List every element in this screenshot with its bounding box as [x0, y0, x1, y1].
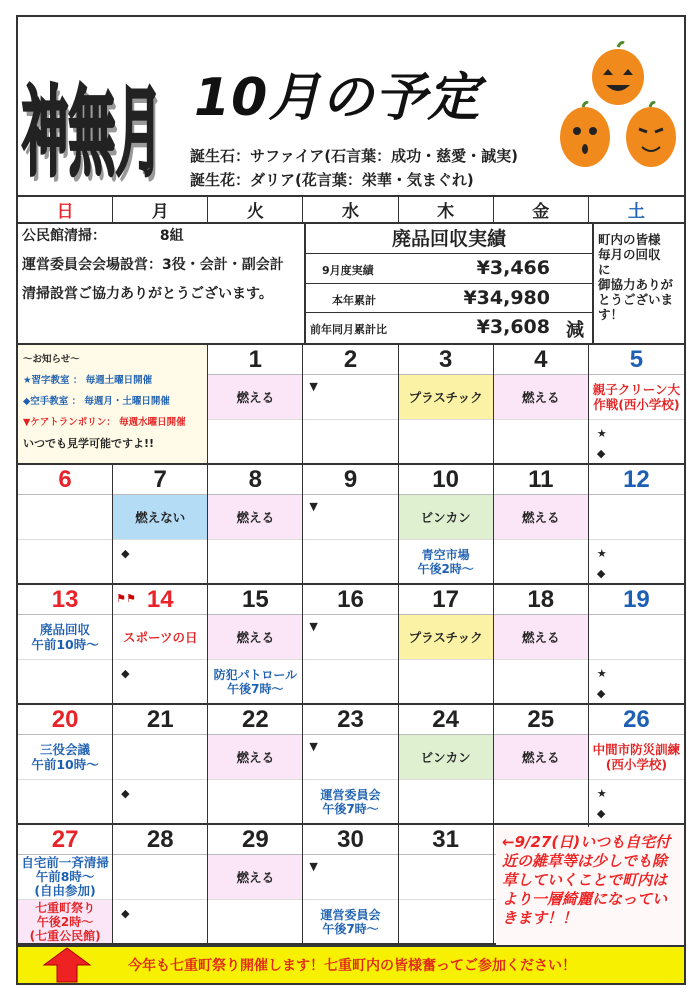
weekday-tue: 火 — [208, 197, 303, 222]
garbage-collection-label: 燃えない — [135, 509, 186, 525]
day-cell — [113, 585, 208, 703]
garbage-collection-label: 燃える — [236, 749, 275, 765]
weekday-header — [18, 195, 684, 224]
garbage-collection-label: 燃える — [236, 509, 275, 525]
event-slot — [399, 855, 493, 900]
lower-slot — [589, 540, 684, 583]
day-cell — [208, 705, 303, 823]
trampoline-marker-icon: ▼ — [309, 380, 318, 393]
lower-slot — [399, 540, 493, 583]
day-number: 5 — [589, 345, 684, 375]
trampoline-marker-icon: ▼ — [309, 860, 318, 873]
lower-slot — [208, 420, 302, 463]
day-cell — [208, 345, 303, 463]
row-value: ¥34,980 — [463, 286, 550, 309]
day-cell — [399, 825, 494, 943]
lower-slot — [494, 540, 588, 583]
garbage-collection-label: 燃える — [236, 869, 275, 885]
day-cell — [113, 705, 208, 823]
trampoline-marker-icon: ▼ — [309, 740, 318, 753]
day-cell — [589, 465, 684, 583]
day-number: 21 — [113, 705, 207, 735]
row-suffix: 減 — [566, 320, 584, 341]
day-cell — [399, 345, 494, 463]
event-slot — [303, 855, 397, 900]
class-marker-icons: ★ ◆ — [596, 667, 607, 700]
event-slot — [589, 735, 684, 780]
event-label: 廃品回収 午前10時～ — [31, 622, 99, 652]
day-number: 30 — [303, 825, 397, 855]
lower-slot — [303, 540, 397, 583]
event-label: 運営委員会 午後7時～ — [320, 787, 381, 816]
garbage-collection-label: ビンカン — [420, 749, 471, 765]
lower-slot — [589, 780, 684, 823]
duty-notes — [18, 224, 306, 343]
day-number: 14 — [113, 585, 207, 615]
event-slot — [303, 735, 397, 780]
header — [18, 17, 684, 195]
arrow-up-icon — [42, 947, 92, 983]
day-number: 9 — [303, 465, 397, 495]
event-slot — [589, 375, 684, 420]
day-cell — [303, 345, 398, 463]
recycle-row — [306, 284, 592, 314]
day-cell — [494, 705, 589, 823]
notice-box — [18, 345, 208, 463]
lower-slot — [18, 780, 112, 823]
holiday-flags-icon: ⚑⚑ — [116, 592, 136, 605]
lower-slot — [399, 900, 493, 943]
lower-slot — [303, 420, 397, 463]
thanks-note: 町内の皆様 毎月の回収 に 御協力ありが とうございま す！ — [598, 232, 674, 322]
birthstone-text: 誕生石：サファイア(石言葉：成功・慈愛・誠実) — [190, 147, 518, 165]
garbage-collection-label: 燃える — [522, 389, 560, 405]
event-slot — [399, 735, 493, 780]
class-marker-icons: ★ ◆ — [596, 427, 607, 460]
day-number: 2 — [303, 345, 397, 375]
event-slot — [494, 735, 588, 780]
day-cell — [494, 345, 589, 463]
garbage-collection-label: 燃える — [236, 629, 275, 645]
day-number: 20 — [18, 705, 112, 735]
class-marker-icons: ★ ◆ — [596, 787, 607, 820]
day-number: 16 — [303, 585, 397, 615]
week-row — [18, 465, 684, 585]
event-label: スポーツの日 — [122, 629, 198, 645]
duty-thanks: 清掃設営ご協力ありがとうございます。 — [22, 286, 273, 302]
day-cell — [303, 825, 398, 943]
day-cell — [113, 465, 208, 583]
event-slot — [589, 495, 684, 540]
row-value: ¥3,466 — [476, 257, 550, 279]
day-number: 26 — [589, 705, 684, 735]
day-cell — [18, 705, 113, 823]
calendar-sheet — [16, 15, 686, 985]
class-marker-icons: ★ ◆ — [596, 547, 607, 580]
event-slot — [208, 615, 302, 660]
lower-slot — [303, 780, 397, 823]
day-number: 22 — [208, 705, 302, 735]
event-slot — [303, 615, 397, 660]
weekday-fri: 金 — [494, 197, 589, 222]
day-number: 3 — [399, 345, 493, 375]
garbage-collection-label: ビンカン — [420, 509, 471, 525]
row-label: 本年累計 — [332, 293, 376, 307]
week-row — [18, 705, 684, 825]
day-number: 25 — [494, 705, 588, 735]
row-value: ¥3,608 — [476, 316, 550, 338]
garbage-collection-label: 燃える — [522, 629, 560, 645]
day-number: 8 — [208, 465, 302, 495]
day-number: 31 — [399, 825, 493, 855]
class-marker-icons: ◆ — [121, 787, 130, 800]
day-cell — [208, 825, 303, 943]
day-cell — [399, 585, 494, 703]
day-number: 29 — [208, 825, 302, 855]
event-slot — [208, 375, 302, 420]
event-slot — [494, 495, 588, 540]
event-slot — [113, 615, 207, 660]
lower-slot — [494, 660, 588, 703]
event-slot — [208, 735, 302, 780]
day-cell — [589, 705, 684, 823]
lower-slot — [208, 540, 302, 583]
day-number: 7 — [113, 465, 207, 495]
garbage-collection-label: プラスチック — [408, 629, 483, 645]
garbage-collection-label: 燃える — [522, 749, 560, 765]
day-cell — [18, 585, 113, 703]
pumpkin-icon — [592, 43, 644, 106]
pumpkin-icon — [626, 103, 676, 168]
trampoline-marker-icon: ▼ — [309, 500, 318, 513]
lower-slot — [18, 900, 112, 943]
lower-slot — [208, 780, 302, 823]
calendar-grid — [18, 345, 684, 945]
notice-item: ▼ケアトランポリン： 毎週水曜日開催 — [23, 417, 186, 428]
class-marker-icons: ◆ — [121, 547, 130, 560]
info-section — [18, 224, 684, 345]
event-label: 運営委員会 午後7時～ — [320, 907, 381, 936]
event-slot — [208, 855, 302, 900]
pumpkin-icon — [560, 103, 610, 168]
event-slot — [18, 495, 112, 540]
day-number: 19 — [589, 585, 684, 615]
day-cell — [208, 465, 303, 583]
day-number: 18 — [494, 585, 588, 615]
row-label: 前年同月累計比 — [310, 323, 387, 336]
day-cell — [399, 465, 494, 583]
event-label: 親子クリーン大作戦(西小学校) — [592, 382, 681, 412]
lower-slot — [113, 660, 207, 703]
lower-slot — [303, 660, 397, 703]
day-cell — [303, 705, 398, 823]
event-slot — [208, 495, 302, 540]
event-slot — [18, 855, 112, 900]
day-cell — [208, 585, 303, 703]
lower-slot — [399, 420, 493, 463]
footer-banner — [18, 945, 684, 983]
lower-slot — [208, 900, 302, 943]
recycle-title: 廃品回収実績 — [306, 224, 592, 254]
day-number: 24 — [399, 705, 493, 735]
recycle-row — [306, 313, 592, 343]
event-label: 防犯パトロール 午後7時～ — [213, 667, 298, 696]
day-number: 13 — [18, 585, 112, 615]
notice-item: ★習字教室 ： 毎週土曜日開催 — [23, 375, 153, 386]
event-label: 青空市場 午後2時～ — [417, 547, 474, 576]
event-slot — [494, 615, 588, 660]
week-row — [18, 585, 684, 705]
event-slot — [18, 615, 112, 660]
event-slot — [113, 495, 207, 540]
class-marker-icons: ◆ — [121, 667, 130, 680]
event-slot — [303, 495, 397, 540]
weekday-sun: 日 — [18, 197, 113, 222]
day-cell — [303, 465, 398, 583]
day-number: 28 — [113, 825, 207, 855]
weekday-wed: 水 — [303, 197, 398, 222]
day-number: 27 — [18, 825, 112, 855]
lower-slot — [303, 900, 397, 943]
lower-slot — [589, 660, 684, 703]
event-slot — [303, 375, 397, 420]
month-name-kanji: 神無月 — [22, 75, 163, 190]
day-cell — [18, 465, 113, 583]
duty-cleaning: 公民館清掃： 8組 — [22, 228, 184, 244]
garbage-collection-label: 燃える — [522, 509, 560, 525]
footer-text: 今年も七重町祭り開催します！七重町内の皆様奮ってご参加ください！ — [128, 958, 576, 974]
trampoline-marker-icon: ▼ — [309, 620, 318, 633]
day-cell — [18, 825, 113, 943]
day-number: 12 — [589, 465, 684, 495]
day-number: 6 — [18, 465, 112, 495]
day-cell — [589, 345, 684, 463]
lower-slot — [18, 540, 112, 583]
event-slot — [399, 495, 493, 540]
notice-title: ～お知らせ～ — [23, 354, 80, 365]
lower-slot — [494, 420, 588, 463]
day-cell — [494, 465, 589, 583]
duty-setup: 運営委員会会場設営：3役・会計・副会計 — [22, 257, 284, 273]
event-label: 中間市防災訓練(西小学校) — [592, 742, 681, 772]
day-cell — [303, 585, 398, 703]
day-number: 1 — [208, 345, 302, 375]
weekday-sat: 土 — [627, 202, 645, 222]
birthflower-text: 誕生花：ダリア(花言葉：栄華・気まぐれ) — [190, 171, 474, 189]
day-number: 10 — [399, 465, 493, 495]
lower-slot — [494, 780, 588, 823]
event-slot — [589, 615, 684, 660]
day-cell — [399, 705, 494, 823]
day-cell — [113, 825, 208, 943]
weeding-note: ←9/27(日)いつも自宅付近の雑草等は少しでも除草していくことで町内はより一層綺麗になっていきます！！ — [496, 827, 684, 945]
recycle-row — [306, 254, 592, 284]
event-label: 七重町祭り 午後2時～ (七重公民館) — [29, 900, 101, 943]
weekday-thu: 木 — [399, 197, 494, 222]
event-slot — [18, 735, 112, 780]
page-title: 10月の予定 — [194, 68, 481, 128]
notice-item: ◆空手教室 ： 毎週月・土曜日開催 — [23, 396, 170, 407]
event-slot — [399, 375, 493, 420]
lower-slot — [399, 780, 493, 823]
garbage-collection-label: 燃える — [236, 389, 275, 405]
lower-slot — [399, 660, 493, 703]
lower-slot — [208, 660, 302, 703]
event-slot — [399, 615, 493, 660]
event-slot — [494, 375, 588, 420]
pumpkins-illustration — [558, 39, 678, 174]
lower-slot — [589, 420, 684, 463]
day-number: 15 — [208, 585, 302, 615]
day-cell — [494, 585, 589, 703]
day-number: 23 — [303, 705, 397, 735]
day-number: 11 — [494, 465, 588, 495]
weekday-mon: 月 — [113, 197, 208, 222]
recycle-results-table — [306, 224, 594, 343]
event-label: 三役会議 午前10時～ — [31, 742, 99, 772]
garbage-collection-label: プラスチック — [408, 389, 483, 405]
event-slot — [113, 735, 207, 780]
lower-slot — [18, 660, 112, 703]
day-number: 4 — [494, 345, 588, 375]
day-number: 17 — [399, 585, 493, 615]
event-label: 自宅前一斉清掃 午前8時～ (自由参加) — [21, 855, 109, 898]
notice-footer: いつでも見学可能ですよ!! — [23, 437, 155, 450]
class-marker-icons: ◆ — [121, 907, 130, 920]
lower-slot — [113, 540, 207, 583]
lower-slot — [113, 780, 207, 823]
event-slot — [113, 855, 207, 900]
row-label: 9月度実績 — [322, 264, 374, 277]
day-cell — [589, 585, 684, 703]
lower-slot — [113, 900, 207, 943]
